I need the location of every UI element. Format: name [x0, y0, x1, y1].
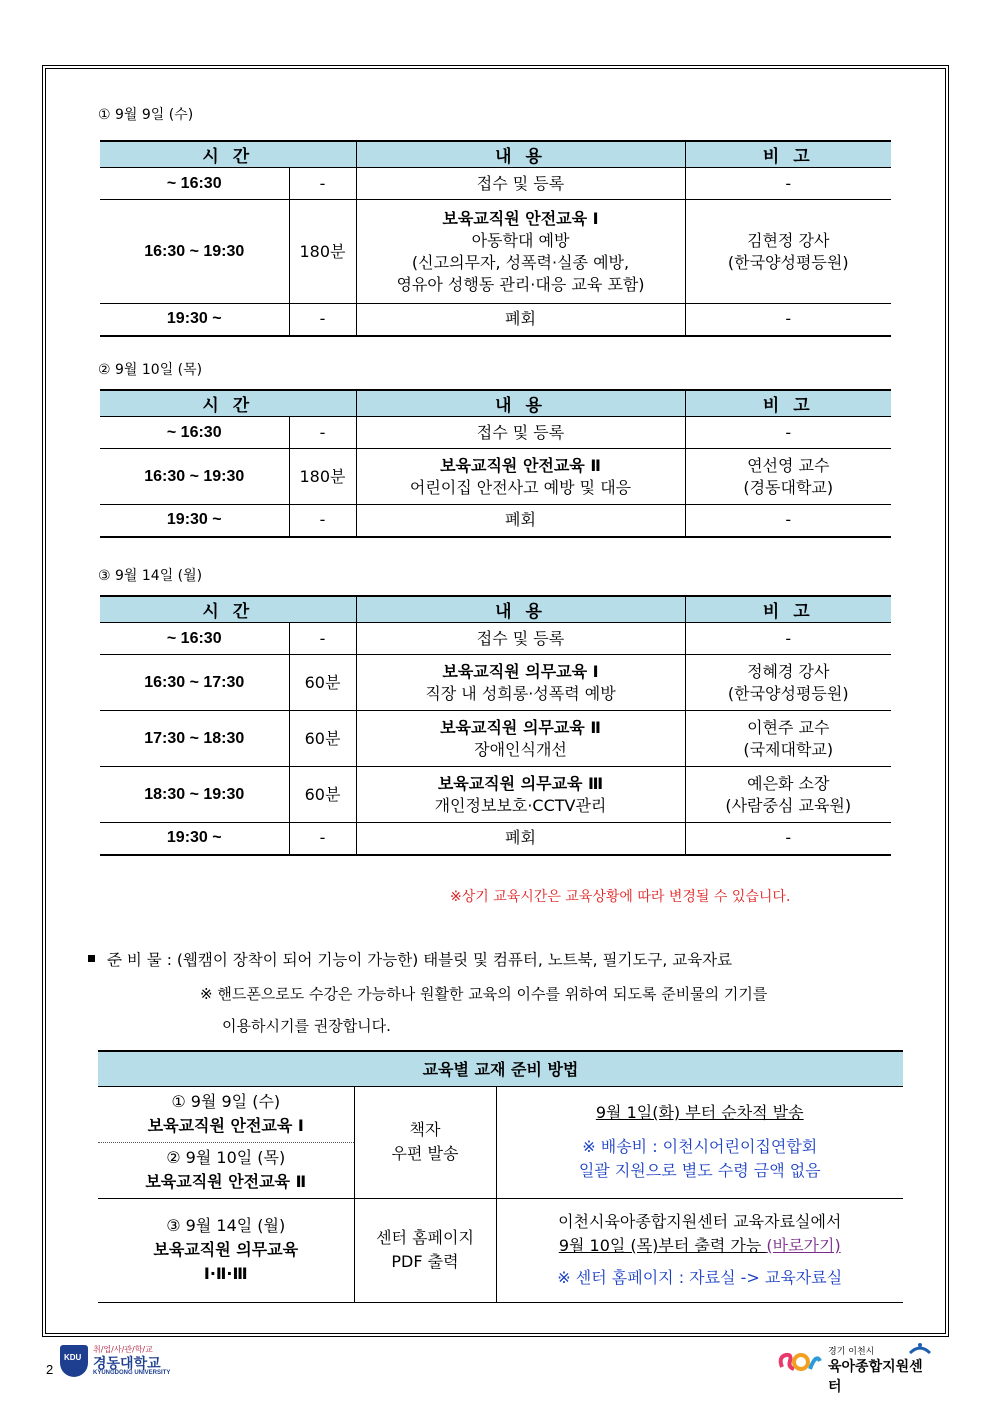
row-duration: 60분: [289, 711, 356, 767]
course-name: 보육교직원 안전교육 Ⅰ: [147, 1116, 304, 1135]
course-cell: [98, 1142, 354, 1198]
course-title: 보육교직원 안전교육 Ⅰ: [442, 208, 599, 228]
instructor-name: 김현정 강사: [747, 230, 830, 250]
day2-title: ② 9월 10일 (목): [98, 362, 203, 378]
row-note: [685, 449, 891, 505]
course-date: ② 9월 10일 (목): [166, 1148, 286, 1167]
header-content: 내 용: [356, 596, 685, 623]
shipping-schedule: 9월 1일(화) 부터 순차적 발송: [595, 1103, 804, 1122]
course-cell: [98, 1198, 354, 1302]
row-note: -: [685, 417, 891, 449]
center-roof-icon: [908, 1341, 932, 1355]
day1-title: ① 9월 9일 (수): [98, 107, 194, 123]
header-time: 시 간: [100, 390, 356, 417]
download-detail: 이천시육아종합지원센터 교육자료실에서: [558, 1212, 842, 1231]
header-time: 시 간: [100, 141, 356, 168]
method-cell: [354, 1086, 496, 1198]
course-cell: [98, 1086, 354, 1142]
row-content: [356, 767, 685, 823]
course-name: 보육교직원 의무교육: [153, 1240, 299, 1259]
row-time: 17:30 ~ 18:30: [100, 711, 289, 767]
row-time: 19:30 ~: [100, 505, 289, 537]
row-duration: -: [289, 168, 356, 200]
course-name: 보육교직원 안전교육 Ⅱ: [145, 1172, 307, 1191]
row-content: 폐회: [356, 823, 685, 855]
row-content: [356, 200, 685, 304]
instructor-name: 정혜경 강사: [747, 661, 830, 681]
instructor-name: 연선영 교수: [747, 455, 830, 475]
preparation-note: ※ 핸드폰으로도 수강은 가능하나 원활한 교육의 이수를 위하여 되도록 준비물의 기기를: [200, 985, 768, 1003]
row-duration: -: [289, 505, 356, 537]
row-duration: 180분: [289, 200, 356, 304]
day1-schedule-table: [100, 140, 891, 337]
materials-title: 교육별 교재 준비 방법: [98, 1051, 903, 1086]
course-line: 직장 내 성희롱·성폭력 예방: [425, 683, 616, 703]
course-title: 보육교직원 의무교육 Ⅰ: [442, 661, 599, 681]
preparation-note-cont: 이용하시기를 권장합니다.: [222, 1017, 391, 1035]
day3-schedule-table: [100, 595, 891, 856]
row-duration: -: [289, 623, 356, 655]
header-content: 내 용: [356, 390, 685, 417]
row-note: -: [685, 823, 891, 855]
logo-slogan: 취/업/사/관/학/교: [93, 1345, 153, 1354]
row-content: [356, 655, 685, 711]
row-duration: -: [289, 304, 356, 336]
row-note: [685, 767, 891, 823]
instructor-name: 이현주 교수: [747, 717, 830, 737]
instructor-org: (국제대학교): [743, 739, 834, 759]
course-date: ① 9월 9일 (수): [171, 1092, 281, 1111]
header-note: 비 고: [685, 390, 891, 417]
row-content: [356, 711, 685, 767]
row-content: 접수 및 등록: [356, 417, 685, 449]
kyungdong-university-logo: [60, 1343, 180, 1379]
row-time: 16:30 ~ 19:30: [100, 200, 289, 304]
course-line: 영유아 성행동 관리·대응 교육 포함): [396, 274, 645, 294]
course-line: 장애인식개선: [474, 739, 567, 759]
course-date: ③ 9월 14일 (월): [166, 1216, 286, 1235]
row-duration: -: [289, 823, 356, 855]
row-note: -: [685, 168, 891, 200]
schedule-change-notice: ※상기 교육시간은 교육상황에 따라 변경될 수 있습니다.: [450, 889, 791, 905]
row-duration: 60분: [289, 767, 356, 823]
day3-title: ③ 9월 14일 (월): [98, 568, 203, 584]
square-bullet-icon: [88, 955, 95, 962]
day2-schedule-table: [100, 389, 891, 538]
method-line: PDF 출력: [391, 1252, 459, 1271]
method-line: 우편 발송: [391, 1144, 459, 1163]
university-emblem-icon: KDU: [60, 1345, 88, 1377]
header-note: 비 고: [685, 141, 891, 168]
method-line: 센터 홈페이지: [376, 1228, 474, 1247]
course-title: 보육교직원 안전교육 Ⅱ: [440, 455, 601, 475]
row-time: ~ 16:30: [100, 168, 289, 200]
logo-english-name: KYUNGDONG UNIVERSITY: [93, 1370, 171, 1376]
row-content: 폐회: [356, 505, 685, 537]
method-line: 책자: [409, 1120, 441, 1139]
detail-cell: [496, 1086, 903, 1198]
shipping-note: ※ 배송비 : 이천시어린이집연합회: [582, 1137, 818, 1156]
row-duration: -: [289, 417, 356, 449]
course-line: 아동학대 예방: [471, 230, 570, 250]
instructor-org: (경동대학교): [743, 477, 834, 497]
page-number: 2: [46, 1362, 54, 1377]
shipping-note: 일괄 지원으로 별도 수령 금액 없음: [578, 1161, 821, 1180]
detail-cell: [496, 1198, 903, 1302]
row-note: [685, 655, 891, 711]
header-content: 내 용: [356, 141, 685, 168]
childcare-center-logo: [776, 1341, 936, 1395]
method-cell: [354, 1198, 496, 1302]
row-time: 16:30 ~ 17:30: [100, 655, 289, 711]
instructor-name: 예은화 소장: [747, 773, 830, 793]
row-note: -: [685, 505, 891, 537]
row-content: 접수 및 등록: [356, 623, 685, 655]
instructor-org: (사람중심 교육원): [725, 795, 852, 815]
row-note: -: [685, 304, 891, 336]
header-time: 시 간: [100, 596, 356, 623]
course-line: 개인정보보호·CCTV관리: [434, 795, 607, 815]
row-time: 19:30 ~: [100, 304, 289, 336]
row-content: 접수 및 등록: [356, 168, 685, 200]
row-time: 19:30 ~: [100, 823, 289, 855]
row-note: [685, 711, 891, 767]
row-note: [685, 200, 891, 304]
course-line: (신고의무자, 성폭력·실종 예방,: [411, 252, 630, 272]
shortcut-link[interactable]: (바로가기): [766, 1236, 841, 1255]
childcare-center-mark-icon: [776, 1347, 822, 1375]
row-note: -: [685, 623, 891, 655]
homepage-path-note: ※ 센터 홈페이지 : 자료실 -> 교육자료실: [557, 1268, 843, 1287]
logo-center-name: 육아종합지원센터: [828, 1359, 923, 1395]
instructor-org: (한국양성평등원): [727, 252, 849, 272]
logo-name: 경동대학교: [93, 1356, 161, 1372]
row-time: ~ 16:30: [100, 623, 289, 655]
preparation-line: [88, 948, 732, 970]
row-content: 폐회: [356, 304, 685, 336]
course-line: 어린이집 안전사고 예방 및 대응: [409, 477, 632, 497]
row-time: 16:30 ~ 19:30: [100, 449, 289, 505]
course-title: 보육교직원 의무교육 Ⅲ: [437, 773, 604, 793]
course-title: 보육교직원 의무교육 Ⅱ: [440, 717, 601, 737]
header-note: 비 고: [685, 596, 891, 623]
preparation-text: 준 비 물 : (웹캠이 장착이 되어 기능이 가능한) 태블릿 및 컴퓨터, 노트북, 필기도구, 교육자료: [107, 951, 733, 969]
materials-table: [98, 1050, 903, 1303]
row-duration: 180분: [289, 449, 356, 505]
row-duration: 60분: [289, 655, 356, 711]
row-time: ~ 16:30: [100, 417, 289, 449]
instructor-org: (한국양성평등원): [727, 683, 849, 703]
download-date: 9월 10일 (목)부터 출력 가능: [558, 1236, 767, 1255]
row-time: 18:30 ~ 19:30: [100, 767, 289, 823]
logo-region: 경기 이천시: [828, 1347, 875, 1357]
row-content: [356, 449, 685, 505]
course-name-sub: Ⅰ·Ⅱ·Ⅲ: [203, 1264, 248, 1283]
